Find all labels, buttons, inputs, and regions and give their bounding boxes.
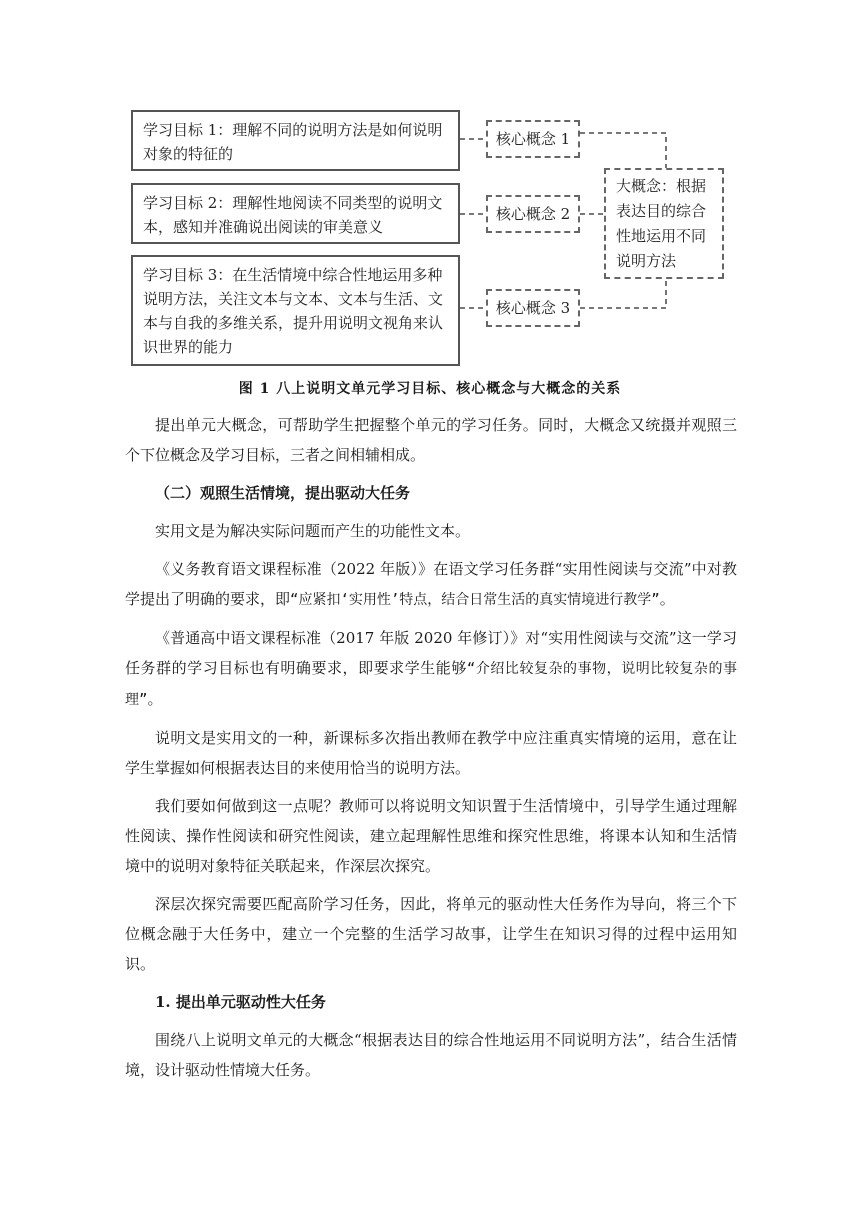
core-concept-2: 核心概念 2 (486, 195, 580, 233)
section-heading: （二）观照生活情境，提出驱动大任务 (155, 484, 411, 502)
paragraph: 实用文是为解决实际问题而产生的功能性文本。 (155, 522, 471, 540)
quotation: “介绍比较复杂的事物，说明比较复杂的事理” (125, 661, 737, 708)
learning-goal-2: 学习目标 2：理解性地阅读不同类型的说明文本，感知并准确说出阅读的审美意义 (131, 183, 460, 244)
paragraph-text: 。 (659, 590, 675, 608)
connector-concept3-big (580, 279, 666, 308)
core-concept-3: 核心概念 3 (486, 289, 580, 327)
article-body (125, 410, 737, 1093)
core-concept-1: 核心概念 1 (486, 120, 580, 158)
paragraph: 提出单元大概念，可帮助学生把握整个单元的学习任务。同时，大概念又统摄并观照三个下位概念及学习目标，三者之间相辅相成。 (125, 416, 737, 464)
paragraph: 我们要如何做到这一点呢？教师可以将说明文知识置于生活情境中，引导学生通过理解性阅读、操作性阅读和研究性阅读，建立起理解性思维和探究性思维，将课本认知和生活情境中的说明对象特征关联起来，作深层次探究。 (125, 797, 737, 875)
paragraph (125, 623, 737, 715)
learning-goal-3: 学习目标 3：在生活情境中综合性地运用多种说明方法，关注文本与文本、文本与生活、文本与自我的多维关系，提升用说明文视角来认识世界的能力 (131, 255, 460, 366)
connector-concept1-big (580, 133, 666, 168)
paragraph-text: 《义务教育语文课程标准（2022 年版）》在语文学习任务群“实用性阅读与交流”中对教学提出了明确的要求，即 (125, 560, 737, 608)
paragraph: 深层次探究需要匹配高阶学习任务，因此，将单元的驱动性大任务作为导向，将三个下位概念融于大任务中，建立一个完整的生活学习故事，让学生在知识习得的过程中运用知识。 (125, 895, 737, 973)
paragraph: 围绕八上说明文单元的大概念“根据表达目的综合性地运用不同说明方法”，结合生活情境，设计驱动性情境大任务。 (125, 1031, 737, 1079)
paragraph-text: 《普通高中语文课程标准（2017 年版 2020 年修订）》对“实用性阅读与交流”这一学习任务群的学习目标也有明确要求，即要求学生能够 (125, 629, 737, 677)
concept-diagram (0, 0, 860, 370)
paragraph: 说明文是实用文的一种，新课标多次指出教师在教学中应注重真实情境的运用，意在让学生掌握如何根据表达目的来使用恰当的说明方法。 (125, 729, 737, 777)
figure-caption: 图 1 八上说明文单元学习目标、核心概念与大概念的关系 (238, 381, 622, 397)
paragraph-text: 。 (147, 690, 163, 708)
paragraph (125, 554, 737, 615)
learning-goal-1: 学习目标 1：理解不同的说明方法是如何说明对象的特征的 (131, 110, 460, 171)
big-concept: 大概念：根据表达目的综合性地运用不同说明方法 (604, 168, 724, 279)
quotation: “应紧扣‘实用性’特点，结合日常生活的真实情境进行教学” (290, 592, 660, 608)
subsection-heading: 1. 提出单元驱动性大任务 (155, 993, 326, 1011)
